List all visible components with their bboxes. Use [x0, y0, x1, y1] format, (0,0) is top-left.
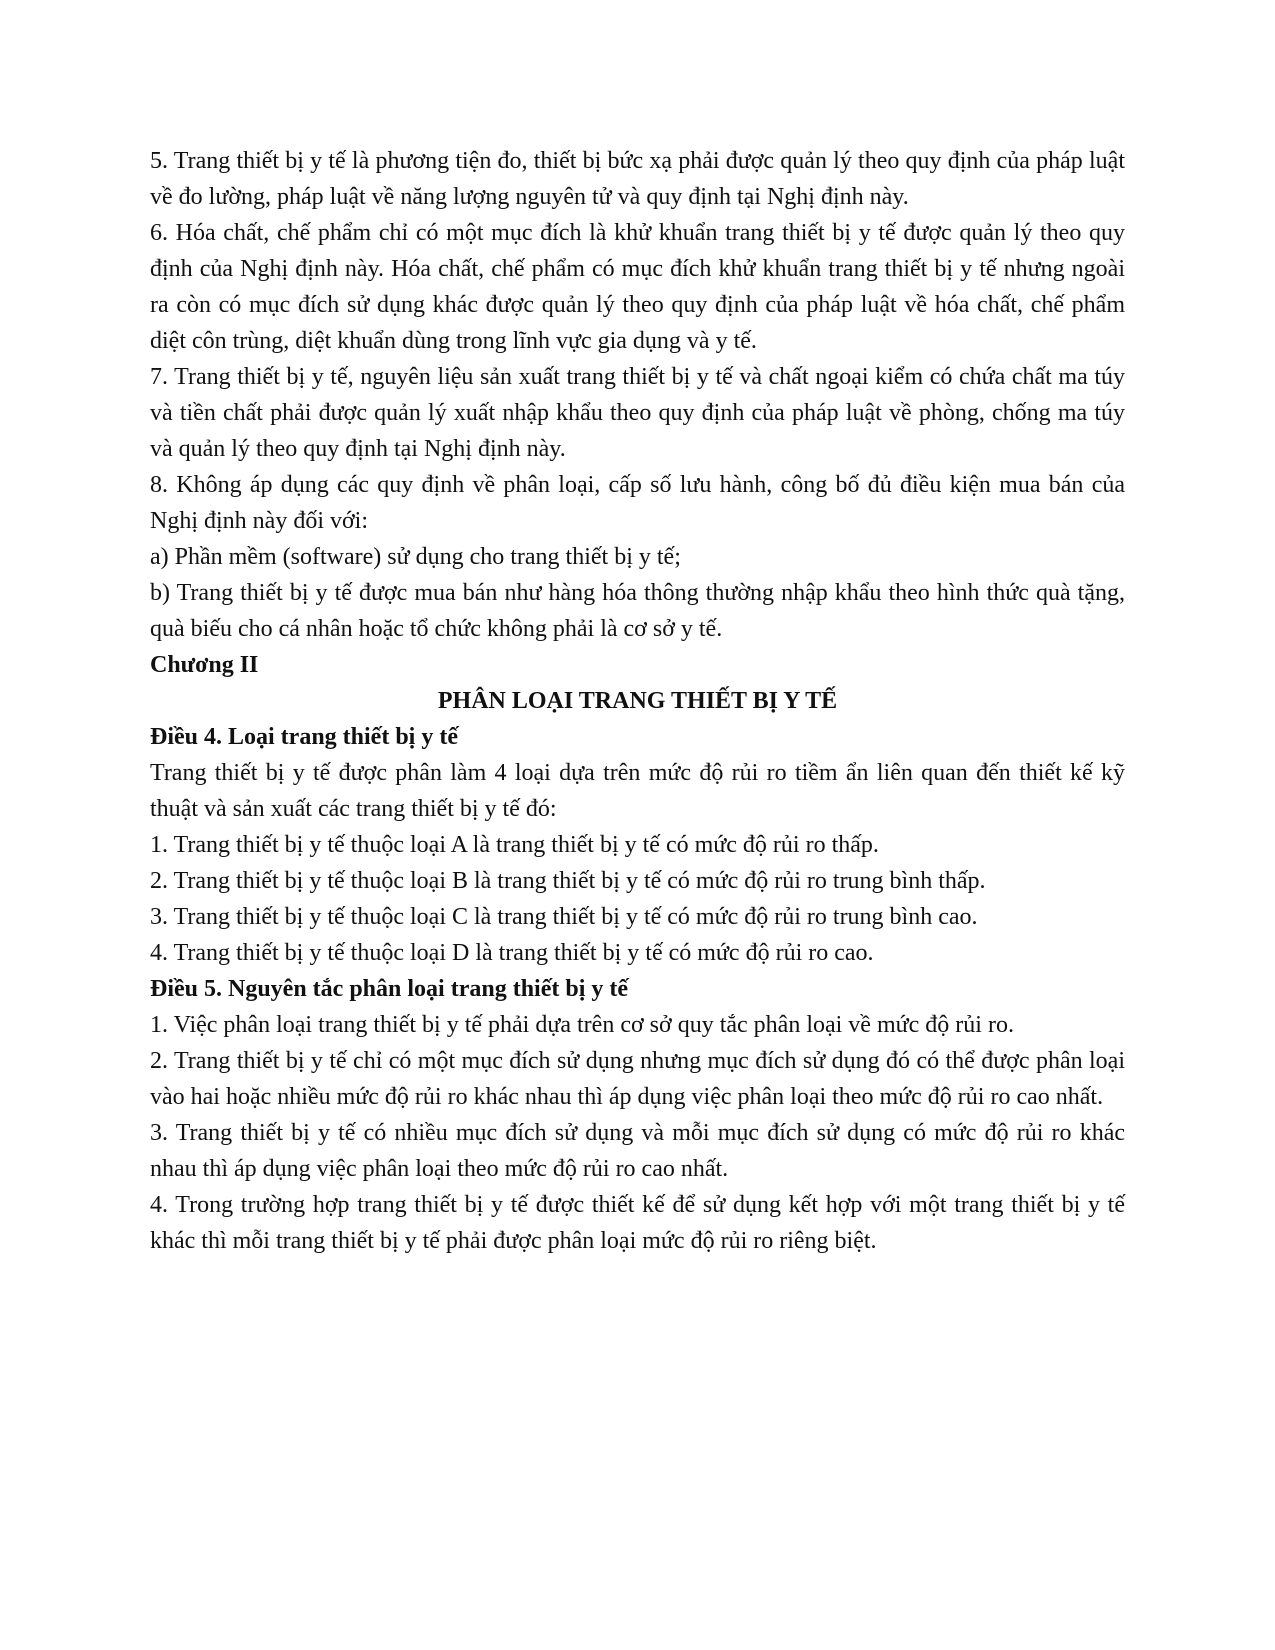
- document-page: [150, 143, 1125, 1259]
- article-4-intro: Trang thiết bị y tế được phân làm 4 loại dựa trên mức độ rủi ro tiềm ẩn liên quan đến thiết kế kỹ thuật và sản xuất các trang thiết bị y tế đó:: [150, 760, 1125, 822]
- paragraph-8: 8. Không áp dụng các quy định về phân loại, cấp số lưu hành, công bố đủ điều kiện mua bán của Nghị định này đối với:: [150, 472, 1125, 534]
- article-5-item-3: 3. Trang thiết bị y tế có nhiều mục đích sử dụng và mỗi mục đích sử dụng có mức độ rủi ro khác nhau thì áp dụng việc phân loại theo mức độ rủi ro cao nhất.: [150, 1120, 1125, 1182]
- article-4-item-2: 2. Trang thiết bị y tế thuộc loại B là trang thiết bị y tế có mức độ rủi ro trung bình thấp.: [150, 868, 986, 894]
- paragraph-8b: b) Trang thiết bị y tế được mua bán như hàng hóa thông thường nhập khẩu theo hình thức quà tặng, quà biếu cho cá nhân hoặc tổ chức không phải là cơ sở y tế.: [150, 580, 1125, 642]
- article-5-item-2: 2. Trang thiết bị y tế chỉ có một mục đích sử dụng nhưng mục đích sử dụng đó có thể được phân loại vào hai hoặc nhiều mức độ rủi ro khác nhau thì áp dụng việc phân loại theo mức độ rủi ro cao nhất.: [150, 1048, 1125, 1110]
- article-4-item-3: 3. Trang thiết bị y tế thuộc loại C là trang thiết bị y tế có mức độ rủi ro trung bình cao.: [150, 904, 978, 930]
- chapter-label: Chương II: [150, 652, 259, 678]
- paragraph-6: 6. Hóa chất, chế phẩm chỉ có một mục đích là khử khuẩn trang thiết bị y tế được quản lý theo quy định của Nghị định này. Hóa chất, chế phẩm có mục đích khử khuẩn trang thiết bị y tế nhưng ngoài ra còn có mục đích sử dụng khác được quản lý theo quy định của pháp luật về hóa chất, chế phẩm diệt côn trùng, diệt khuẩn dùng trong lĩnh vực gia dụng và y tế.: [150, 220, 1125, 354]
- article-4-item-4: 4. Trang thiết bị y tế thuộc loại D là trang thiết bị y tế có mức độ rủi ro cao.: [150, 940, 874, 966]
- article-4-item-1: 1. Trang thiết bị y tế thuộc loại A là trang thiết bị y tế có mức độ rủi ro thấp.: [150, 832, 879, 858]
- paragraph-8a: a) Phần mềm (software) sử dụng cho trang thiết bị y tế;: [150, 544, 681, 570]
- chapter-title: PHÂN LOẠI TRANG THIẾT BỊ Y TẾ: [437, 688, 838, 714]
- paragraph-7: 7. Trang thiết bị y tế, nguyên liệu sản xuất trang thiết bị y tế và chất ngoại kiểm có chứa chất ma túy và tiền chất phải được quản lý xuất nhập khẩu theo quy định của pháp luật về phòng, chống ma túy và quản lý theo quy định tại Nghị định này.: [150, 364, 1125, 462]
- article-5-heading: Điều 5. Nguyên tắc phân loại trang thiết bị y tế: [150, 976, 629, 1002]
- article-5-item-4: 4. Trong trường hợp trang thiết bị y tế được thiết kế để sử dụng kết hợp với một trang thiết bị y tế khác thì mỗi trang thiết bị y tế phải được phân loại mức độ rủi ro riêng biệt.: [150, 1192, 1125, 1254]
- article-4-heading: Điều 4. Loại trang thiết bị y tế: [150, 724, 458, 750]
- paragraph-5: 5. Trang thiết bị y tế là phương tiện đo, thiết bị bức xạ phải được quản lý theo quy định của pháp luật về đo lường, pháp luật về năng lượng nguyên tử và quy định tại Nghị định này.: [150, 148, 1125, 210]
- article-5-item-1: 1. Việc phân loại trang thiết bị y tế phải dựa trên cơ sở quy tắc phân loại về mức độ rủi ro.: [150, 1012, 1014, 1038]
